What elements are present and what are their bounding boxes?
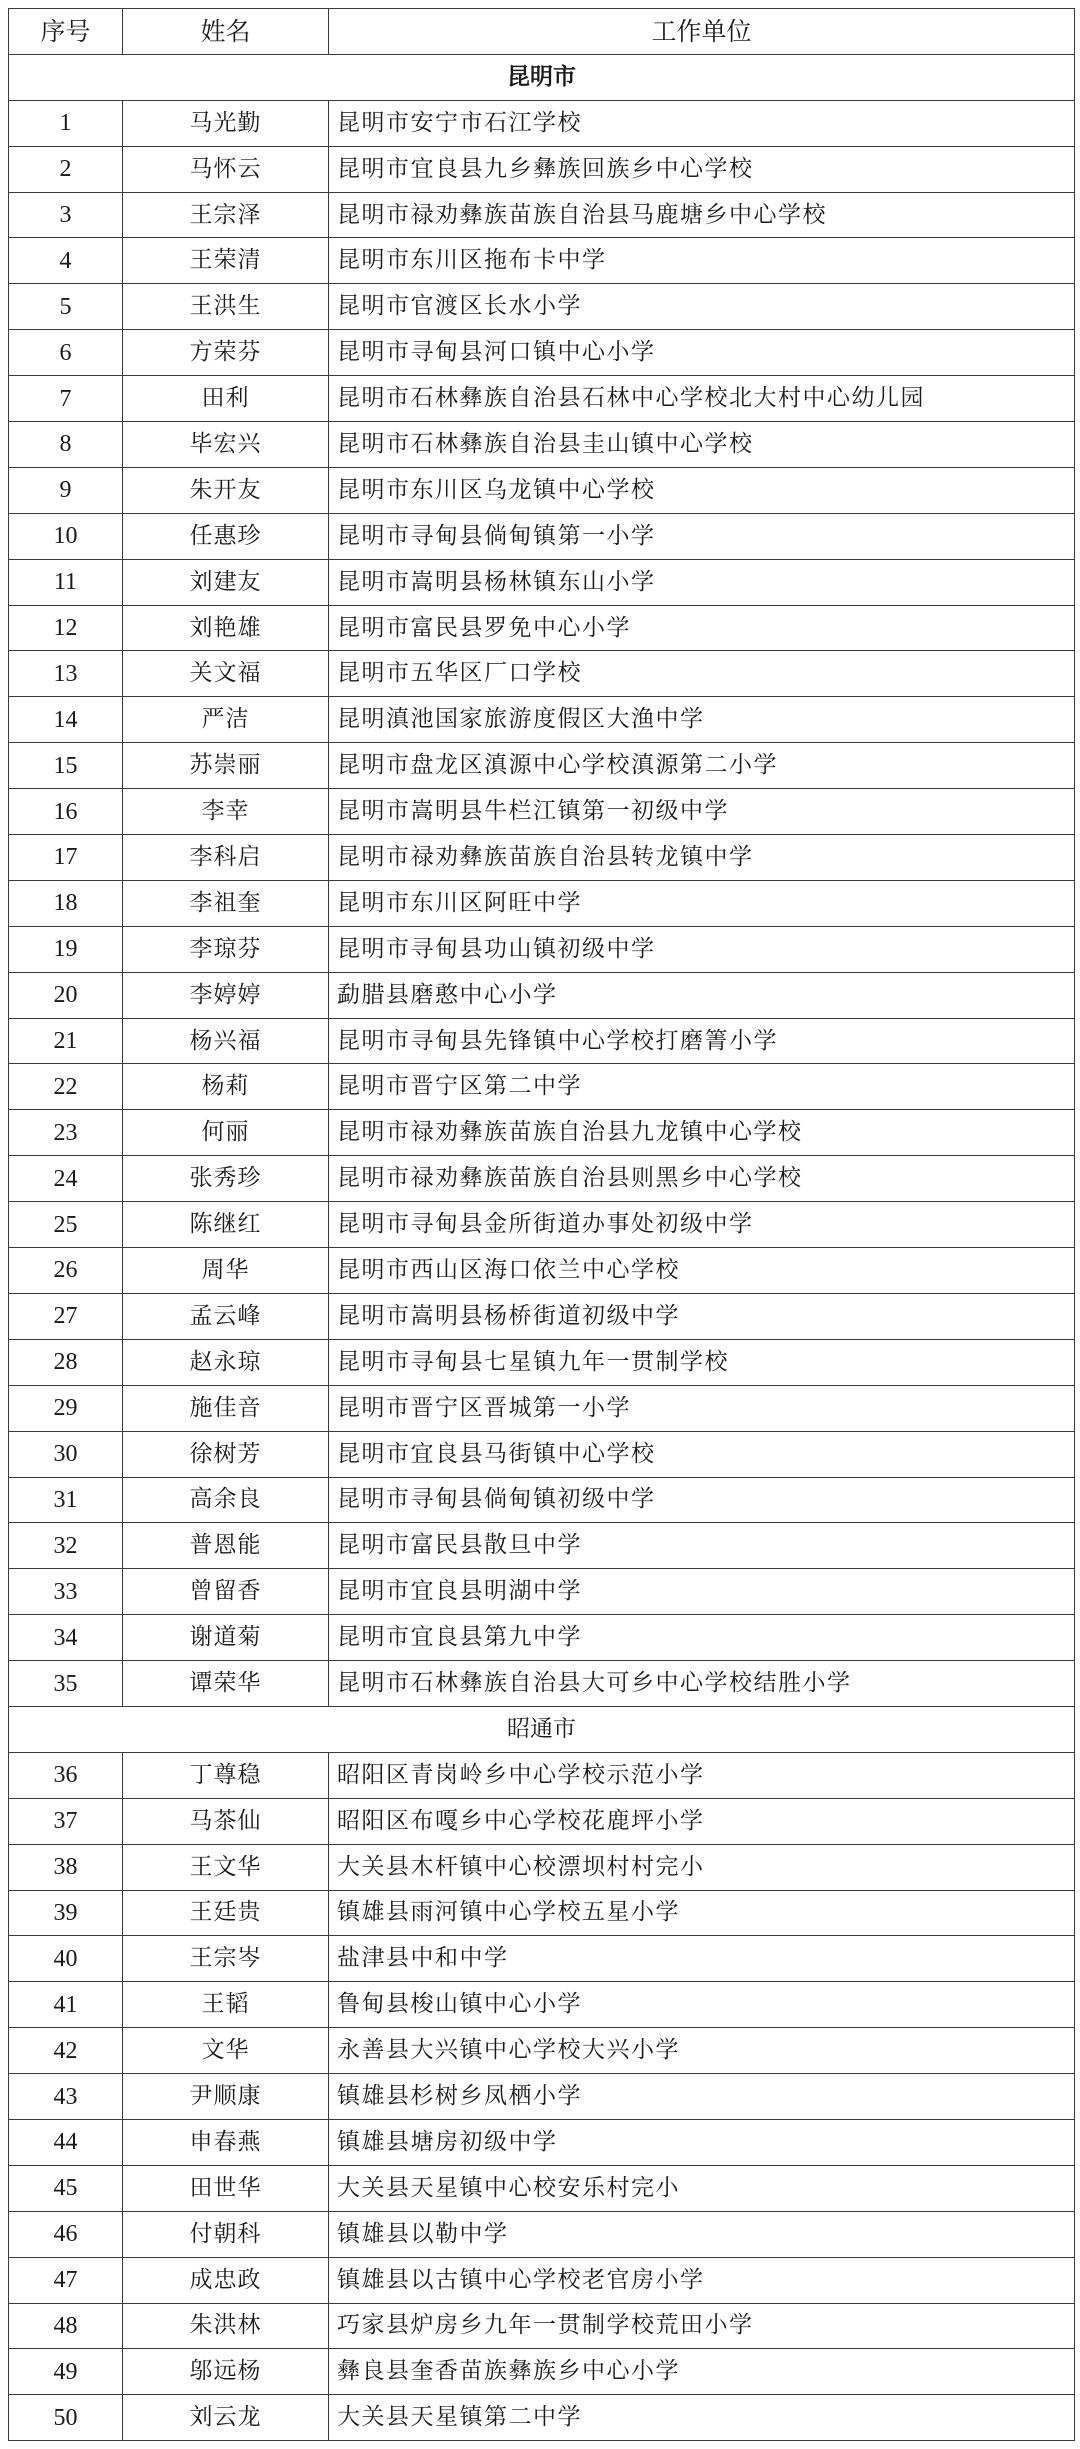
row-unit: 昆明市禄劝彝族苗族自治县转龙镇中学 (329, 835, 1075, 881)
row-name: 曾留香 (123, 1569, 329, 1615)
row-name: 付朝科 (123, 2211, 329, 2257)
row-unit: 昆明市寻甸县金所街道办事处初级中学 (329, 1202, 1075, 1248)
row-unit: 昆明市西山区海口依兰中心学校 (329, 1248, 1075, 1294)
row-name: 周华 (123, 1248, 329, 1294)
header-name: 姓名 (123, 9, 329, 55)
table-row (9, 100, 1075, 146)
row-unit: 镇雄县雨河镇中心学校五星小学 (329, 1890, 1075, 1936)
row-index: 28 (9, 1339, 123, 1385)
row-index: 46 (9, 2211, 123, 2257)
row-name: 何丽 (123, 1110, 329, 1156)
row-name: 刘艳雄 (123, 605, 329, 651)
row-unit: 昆明市宜良县第九中学 (329, 1615, 1075, 1661)
row-index: 37 (9, 1798, 123, 1844)
row-name: 方荣芬 (123, 330, 329, 376)
table-row (9, 1293, 1075, 1339)
table-row (9, 789, 1075, 835)
row-unit: 昆明市寻甸县倘甸镇初级中学 (329, 1477, 1075, 1523)
row-unit: 昆明市寻甸县先锋镇中心学校打磨箐小学 (329, 1018, 1075, 1064)
row-name: 谢道菊 (123, 1615, 329, 1661)
table-row (9, 2165, 1075, 2211)
row-name: 马怀云 (123, 146, 329, 192)
header-unit: 工作单位 (329, 9, 1075, 55)
row-index: 39 (9, 1890, 123, 1936)
row-unit: 昆明市东川区拖布卡中学 (329, 238, 1075, 284)
row-name: 普恩能 (123, 1523, 329, 1569)
row-unit: 镇雄县塘房初级中学 (329, 2119, 1075, 2165)
table-row (9, 2349, 1075, 2395)
row-index: 35 (9, 1661, 123, 1707)
table-row (9, 376, 1075, 422)
row-name: 高余良 (123, 1477, 329, 1523)
row-name: 孟云峰 (123, 1293, 329, 1339)
row-index: 2 (9, 146, 123, 192)
table-row (9, 330, 1075, 376)
table-row (9, 559, 1075, 605)
row-unit: 昆明市嵩明县牛栏江镇第一初级中学 (329, 789, 1075, 835)
row-index: 45 (9, 2165, 123, 2211)
row-index: 11 (9, 559, 123, 605)
row-index: 25 (9, 1202, 123, 1248)
row-unit: 彝良县奎香苗族彝族乡中心小学 (329, 2349, 1075, 2395)
row-index: 23 (9, 1110, 123, 1156)
row-index: 12 (9, 605, 123, 651)
row-unit: 永善县大兴镇中心学校大兴小学 (329, 2028, 1075, 2074)
row-name: 王文华 (123, 1844, 329, 1890)
row-name: 王廷贵 (123, 1890, 329, 1936)
row-name: 杨莉 (123, 1064, 329, 1110)
row-unit: 镇雄县杉树乡凤栖小学 (329, 2074, 1075, 2120)
row-index: 27 (9, 1293, 123, 1339)
row-index: 49 (9, 2349, 123, 2395)
row-unit: 昆明市禄劝彝族苗族自治县九龙镇中心学校 (329, 1110, 1075, 1156)
row-unit: 昆明市石林彝族自治县大可乡中心学校结胜小学 (329, 1661, 1075, 1707)
row-index: 33 (9, 1569, 123, 1615)
table-row (9, 835, 1075, 881)
row-index: 44 (9, 2119, 123, 2165)
table-row (9, 2257, 1075, 2303)
row-index: 6 (9, 330, 123, 376)
row-index: 29 (9, 1385, 123, 1431)
row-index: 14 (9, 697, 123, 743)
table-row (9, 1752, 1075, 1798)
row-index: 7 (9, 376, 123, 422)
row-index: 36 (9, 1752, 123, 1798)
table-row (9, 1890, 1075, 1936)
row-name: 王洪生 (123, 284, 329, 330)
row-unit: 昆明市晋宁区第二中学 (329, 1064, 1075, 1110)
table-row (9, 743, 1075, 789)
table-row (9, 605, 1075, 651)
row-unit: 昆明滇池国家旅游度假区大渔中学 (329, 697, 1075, 743)
row-name: 李科启 (123, 835, 329, 881)
row-unit: 昆明市宜良县马街镇中心学校 (329, 1431, 1075, 1477)
table-row (9, 1110, 1075, 1156)
table-row (9, 1431, 1075, 1477)
row-unit: 昆明市石林彝族自治县石林中心学校北大村中心幼儿园 (329, 376, 1075, 422)
table-row (9, 2211, 1075, 2257)
row-unit: 昆明市寻甸县功山镇初级中学 (329, 926, 1075, 972)
row-index: 21 (9, 1018, 123, 1064)
row-index: 13 (9, 651, 123, 697)
row-unit: 昆明市禄劝彝族苗族自治县马鹿塘乡中心学校 (329, 192, 1075, 238)
row-index: 16 (9, 789, 123, 835)
row-unit: 昆明市宜良县九乡彝族回族乡中心学校 (329, 146, 1075, 192)
row-name: 王宗岑 (123, 1936, 329, 1982)
row-unit: 昆明市寻甸县七星镇九年一贯制学校 (329, 1339, 1075, 1385)
table-row (9, 1982, 1075, 2028)
table-row (9, 1339, 1075, 1385)
row-unit: 盐津县中和中学 (329, 1936, 1075, 1982)
row-index: 24 (9, 1156, 123, 1202)
table-row (9, 284, 1075, 330)
region-row (9, 1706, 1075, 1752)
table-row (9, 2303, 1075, 2349)
table-row (9, 467, 1075, 513)
row-unit: 昆明市嵩明县杨林镇东山小学 (329, 559, 1075, 605)
row-name: 申春燕 (123, 2119, 329, 2165)
table-row (9, 1661, 1075, 1707)
row-index: 47 (9, 2257, 123, 2303)
row-index: 30 (9, 1431, 123, 1477)
row-name: 李琼芬 (123, 926, 329, 972)
row-name: 马光勤 (123, 100, 329, 146)
table-row (9, 1385, 1075, 1431)
table-row (9, 1018, 1075, 1064)
row-unit: 勐腊县磨憨中心小学 (329, 972, 1075, 1018)
row-unit: 昆明市东川区阿旺中学 (329, 880, 1075, 926)
region-label: 昆明市 (9, 54, 1075, 100)
table-row (9, 880, 1075, 926)
row-index: 9 (9, 467, 123, 513)
row-index: 10 (9, 513, 123, 559)
row-index: 5 (9, 284, 123, 330)
row-unit: 昆明市安宁市石江学校 (329, 100, 1075, 146)
table-row (9, 1798, 1075, 1844)
row-index: 1 (9, 100, 123, 146)
row-index: 3 (9, 192, 123, 238)
row-unit: 昆明市盘龙区滇源中心学校滇源第二小学 (329, 743, 1075, 789)
row-name: 张秀珍 (123, 1156, 329, 1202)
row-name: 赵永琼 (123, 1339, 329, 1385)
header-index: 序号 (9, 9, 123, 55)
row-unit: 昆明市宜良县明湖中学 (329, 1569, 1075, 1615)
row-unit: 鲁甸县梭山镇中心小学 (329, 1982, 1075, 2028)
row-index: 43 (9, 2074, 123, 2120)
table-row (9, 192, 1075, 238)
row-unit: 昆明市寻甸县倘甸镇第一小学 (329, 513, 1075, 559)
row-name: 谭荣华 (123, 1661, 329, 1707)
table-row (9, 1523, 1075, 1569)
row-unit: 昭阳区布嘎乡中心学校花鹿坪小学 (329, 1798, 1075, 1844)
row-unit: 昆明市五华区厂口学校 (329, 651, 1075, 697)
table-row (9, 651, 1075, 697)
row-unit: 昆明市寻甸县河口镇中心小学 (329, 330, 1075, 376)
table-row (9, 1248, 1075, 1294)
row-index: 20 (9, 972, 123, 1018)
row-name: 李幸 (123, 789, 329, 835)
table-row (9, 1844, 1075, 1890)
row-name: 杨兴福 (123, 1018, 329, 1064)
region-label: 昭通市 (9, 1706, 1075, 1752)
row-name: 毕宏兴 (123, 422, 329, 468)
row-index: 26 (9, 1248, 123, 1294)
row-name: 严洁 (123, 697, 329, 743)
row-name: 关文福 (123, 651, 329, 697)
row-name: 朱洪林 (123, 2303, 329, 2349)
table-row (9, 1202, 1075, 1248)
table-row (9, 1477, 1075, 1523)
row-index: 31 (9, 1477, 123, 1523)
row-unit: 昆明市石林彝族自治县圭山镇中心学校 (329, 422, 1075, 468)
row-index: 50 (9, 2395, 123, 2441)
row-name: 施佳音 (123, 1385, 329, 1431)
row-name: 文华 (123, 2028, 329, 2074)
table-row (9, 926, 1075, 972)
table-row (9, 513, 1075, 559)
table-row (9, 238, 1075, 284)
table-row (9, 2028, 1075, 2074)
row-name: 田利 (123, 376, 329, 422)
table-row (9, 146, 1075, 192)
table-row (9, 2074, 1075, 2120)
row-index: 15 (9, 743, 123, 789)
row-unit: 昆明市富民县罗免中心小学 (329, 605, 1075, 651)
row-index: 34 (9, 1615, 123, 1661)
table-row (9, 1615, 1075, 1661)
row-name: 刘云龙 (123, 2395, 329, 2441)
table-row (9, 422, 1075, 468)
row-unit: 大关县天星镇第二中学 (329, 2395, 1075, 2441)
table-row (9, 1064, 1075, 1110)
row-unit: 镇雄县以古镇中心学校老官房小学 (329, 2257, 1075, 2303)
row-name: 田世华 (123, 2165, 329, 2211)
row-name: 任惠珍 (123, 513, 329, 559)
row-index: 4 (9, 238, 123, 284)
table-row (9, 2119, 1075, 2165)
row-name: 李祖奎 (123, 880, 329, 926)
table-row (9, 1936, 1075, 1982)
table-header-row (9, 9, 1075, 55)
row-name: 李婷婷 (123, 972, 329, 1018)
awardee-table (8, 8, 1075, 2441)
row-index: 17 (9, 835, 123, 881)
row-name: 陈继红 (123, 1202, 329, 1248)
row-index: 38 (9, 1844, 123, 1890)
row-unit: 昆明市禄劝彝族苗族自治县则黑乡中心学校 (329, 1156, 1075, 1202)
region-row (9, 54, 1075, 100)
row-index: 18 (9, 880, 123, 926)
row-name: 朱开友 (123, 467, 329, 513)
row-name: 苏崇丽 (123, 743, 329, 789)
row-index: 8 (9, 422, 123, 468)
row-unit: 大关县天星镇中心校安乐村完小 (329, 2165, 1075, 2211)
row-index: 42 (9, 2028, 123, 2074)
row-unit: 昆明市晋宁区晋城第一小学 (329, 1385, 1075, 1431)
row-index: 40 (9, 1936, 123, 1982)
table-row (9, 697, 1075, 743)
row-name: 王宗泽 (123, 192, 329, 238)
row-index: 22 (9, 1064, 123, 1110)
row-name: 马茶仙 (123, 1798, 329, 1844)
row-name: 王荣清 (123, 238, 329, 284)
table-row (9, 972, 1075, 1018)
row-name: 王韬 (123, 1982, 329, 2028)
table-row (9, 1569, 1075, 1615)
row-unit: 昆明市东川区乌龙镇中心学校 (329, 467, 1075, 513)
row-index: 48 (9, 2303, 123, 2349)
row-name: 丁尊稳 (123, 1752, 329, 1798)
row-name: 成忠政 (123, 2257, 329, 2303)
row-unit: 昭阳区青岗岭乡中心学校示范小学 (329, 1752, 1075, 1798)
row-unit: 巧家县炉房乡九年一贯制学校荒田小学 (329, 2303, 1075, 2349)
row-unit: 昆明市富民县散旦中学 (329, 1523, 1075, 1569)
row-index: 19 (9, 926, 123, 972)
table-body (9, 54, 1075, 2440)
table-row (9, 2395, 1075, 2441)
row-unit: 昆明市官渡区长水小学 (329, 284, 1075, 330)
row-unit: 镇雄县以勒中学 (329, 2211, 1075, 2257)
row-name: 邬远杨 (123, 2349, 329, 2395)
row-name: 刘建友 (123, 559, 329, 605)
row-name: 徐树芳 (123, 1431, 329, 1477)
row-index: 41 (9, 1982, 123, 2028)
table-row (9, 1156, 1075, 1202)
row-unit: 大关县木杆镇中心校漂坝村村完小 (329, 1844, 1075, 1890)
row-index: 32 (9, 1523, 123, 1569)
row-name: 尹顺康 (123, 2074, 329, 2120)
row-unit: 昆明市嵩明县杨桥街道初级中学 (329, 1293, 1075, 1339)
